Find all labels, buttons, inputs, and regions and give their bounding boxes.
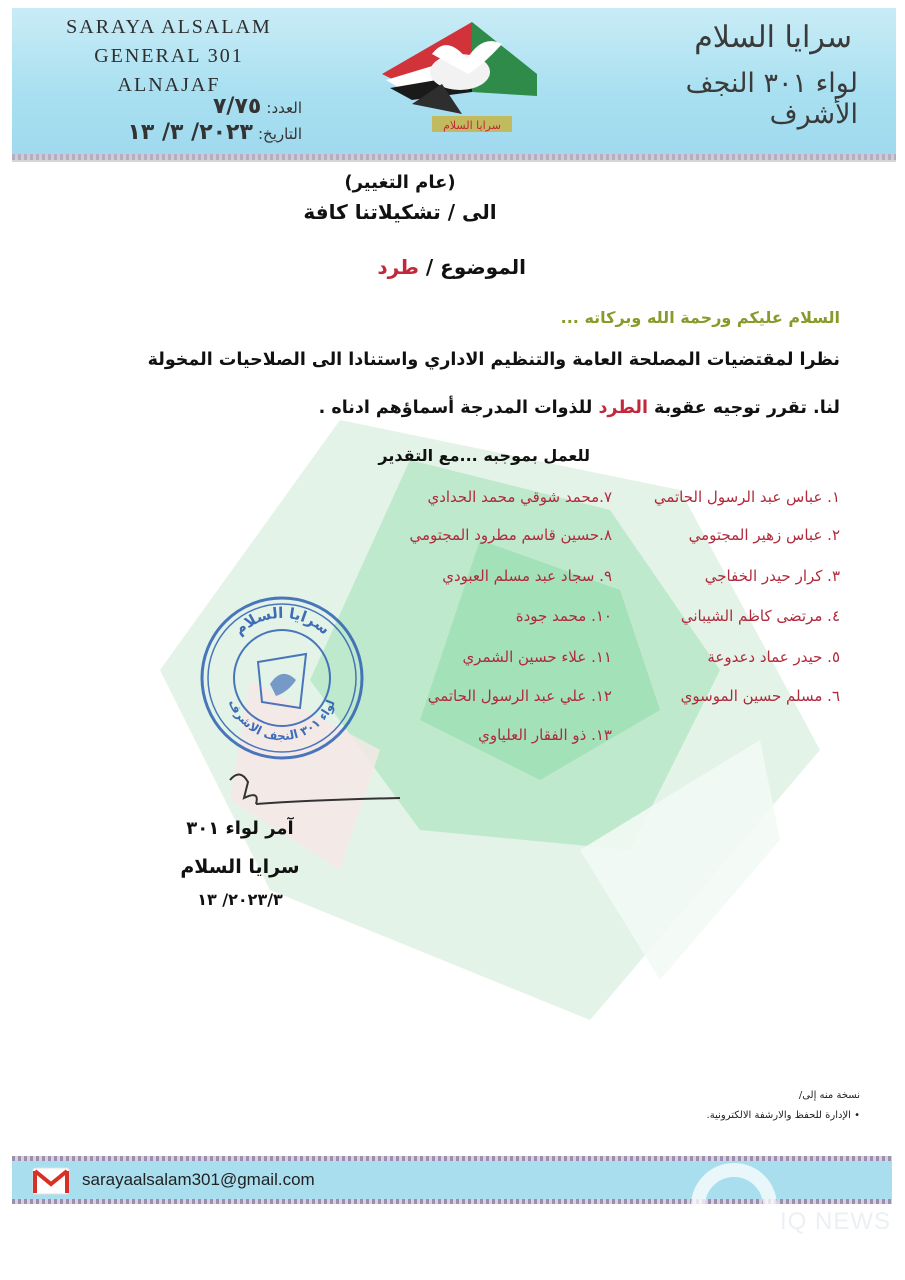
official-stamp [196, 592, 368, 764]
list-item: ١٢. علي عبد الرسول الحاتمي [427, 687, 612, 705]
en-city-name: ALNAJAF [117, 74, 221, 96]
subject-label: الموضوع / [425, 255, 526, 279]
svg-text:سرايا السلام [230, 604, 333, 639]
list-item: ٢. عباس زهير المجتومي [688, 526, 840, 544]
slogan: (عام التغيير) [344, 172, 456, 193]
closing-line: للعمل بموجبه ...مع التقدير [378, 446, 590, 465]
gmail-icon [32, 1167, 70, 1195]
list-item: ٦. مسلم حسين الموسوي [680, 687, 840, 705]
recipient-line: الى / تشكيلاتنا كافة [303, 200, 497, 224]
logo-text: سرايا السلام [443, 119, 501, 132]
penalty-word: الطرد [598, 398, 648, 418]
body-line-2-start: لنا. تقرر توجيه عقوبة [654, 398, 840, 418]
greeting: السلام عليكم ورحمة الله وبركاته ... [560, 308, 840, 327]
list-item: ٥. حيدر عماد دعدوعة [707, 648, 840, 666]
en-org-name: SARAYA ALSALAM [66, 16, 272, 38]
signatory-title: آمر لواء ٣٠١ [186, 818, 294, 839]
copies-item [640, 1110, 860, 1121]
date-label: التاريخ: [258, 125, 302, 143]
list-item: ٤. مرتضى كاظم الشيباني [680, 607, 840, 625]
stamp-bottom-text: لواء ٣٠١ النجف الاشرف [225, 697, 338, 744]
subject-line [300, 255, 526, 279]
document-date [52, 120, 302, 150]
list-item: ٩. سجاد عبد مسلم العبودي [442, 567, 612, 585]
document-number [124, 94, 302, 120]
bullet-icon: • [850, 1110, 860, 1121]
signatory-org: سرايا السلام [180, 856, 300, 878]
signature-date: ٢٠٢٣/٣/ ١٣ [197, 890, 283, 909]
dove-flag-logo [372, 14, 547, 140]
signature-scribble [220, 760, 410, 810]
ar-org-title: سرايا السلام [694, 20, 852, 55]
list-item: ٣. كرار حيدر الخفاجي [704, 567, 840, 585]
email-address[interactable]: sarayaalsalam301@gmail.com [82, 1170, 315, 1189]
list-item: ١٠. محمد جودة [515, 607, 612, 625]
list-item: ٧.محمد شوقي محمد الحدادي [427, 488, 612, 506]
body-line-2-end: للذوات المدرجة أسماؤهم ادناه . [318, 398, 593, 418]
en-unit-name: GENERAL 301 [94, 45, 244, 67]
iq-news-logo [688, 1160, 788, 1260]
copies-label: نسخة منه إلى/ [798, 1090, 860, 1101]
body-line-2 [318, 398, 840, 418]
number-value: ٧/٧٥ [212, 94, 262, 119]
number-label: العدد: [266, 99, 302, 117]
copies-item-text: الإدارة للحفظ والارشفة الالكترونية. [706, 1110, 851, 1121]
date-value: ٢٠٢٣/ ٣/ ١٣ [127, 120, 253, 145]
subject-value: طرد [377, 255, 419, 279]
list-item: ١. عباس عبد الرسول الحاتمي [653, 488, 840, 506]
list-item: ١١. علاء حسين الشمري [462, 648, 612, 666]
list-item: ٨.حسين قاسم مطرود المجتومي [409, 526, 612, 544]
list-item: ١٣. ذو الفقار العلياوي [478, 726, 612, 744]
stamp-top-text: سرايا السلام [230, 603, 334, 639]
body-line-1: نظرا لمقتضيات المصلحة العامة والتنظيم الاداري واستنادا الى الصلاحيات المخولة [147, 350, 840, 370]
iq-news-watermark-text: IQ NEWS [780, 1208, 892, 1235]
ar-unit-title: لواء ٣٠١ النجف الأشرف [685, 68, 858, 130]
